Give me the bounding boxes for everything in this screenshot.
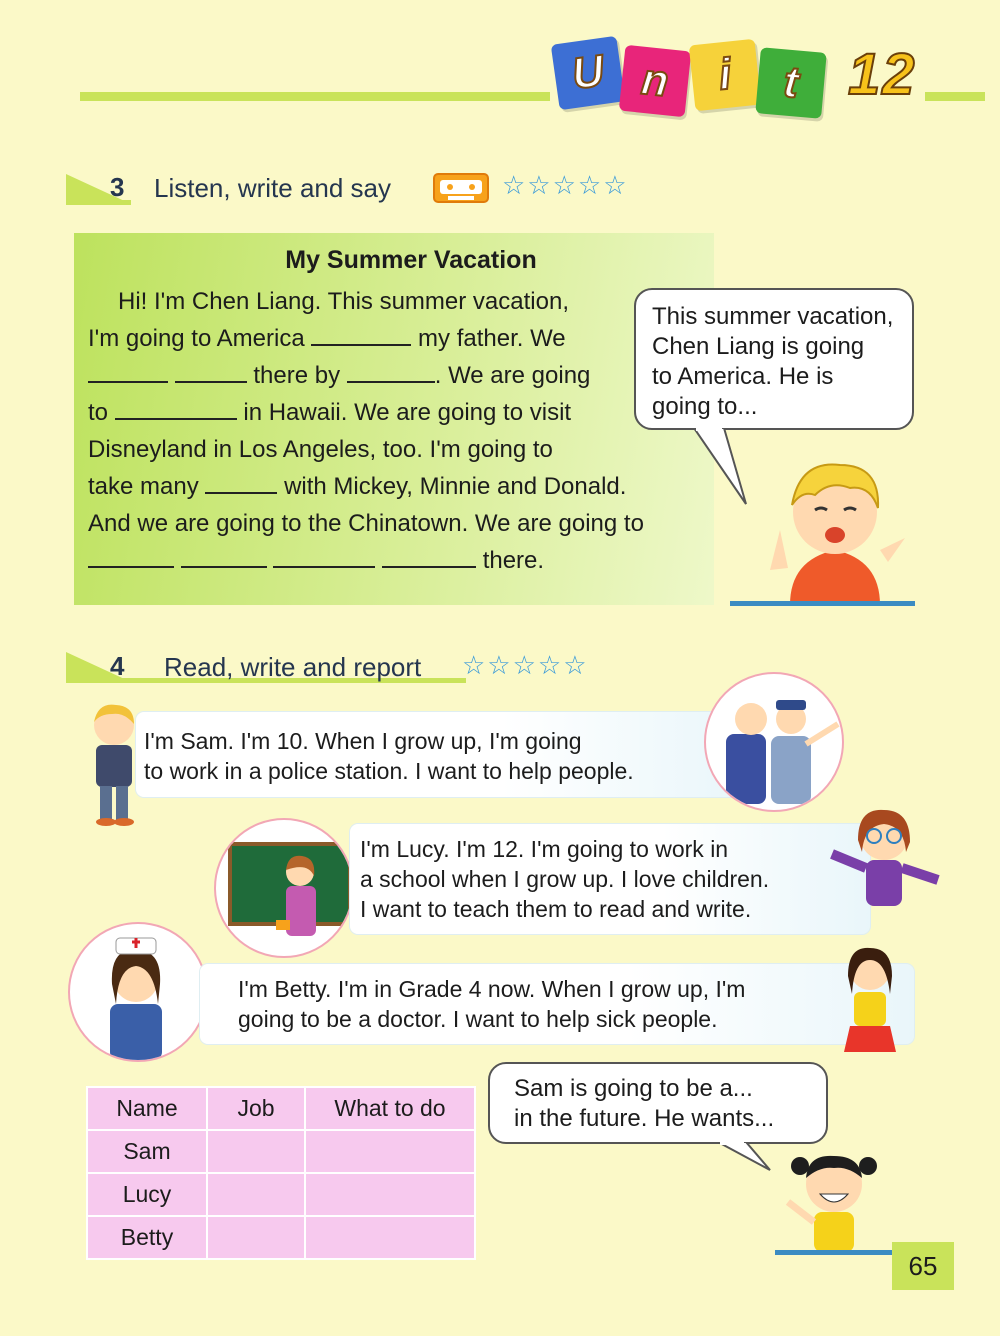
table-row bbox=[87, 1216, 475, 1259]
report-bubble-tail bbox=[716, 1142, 776, 1172]
unit-tile-n: n bbox=[619, 45, 692, 118]
report-table bbox=[86, 1086, 476, 1260]
table-header-name: Name bbox=[87, 1087, 207, 1130]
sam-line: I'm Sam. I'm 10. When I grow up, I'm going bbox=[144, 728, 582, 754]
passage-line-5 bbox=[88, 436, 553, 464]
section4-number: 4 bbox=[110, 651, 125, 681]
report-speech-bubble bbox=[488, 1062, 828, 1144]
passage-text: . We are going bbox=[434, 362, 591, 389]
table-header-row bbox=[87, 1087, 475, 1130]
section3-title: Listen, write and say bbox=[154, 173, 392, 203]
passage-text: Disneyland in Los Angeles, too. I'm going to bbox=[88, 436, 553, 463]
unit-tile-t: t bbox=[755, 47, 827, 119]
blank[interactable] bbox=[205, 492, 277, 494]
passage-line-7 bbox=[88, 510, 644, 538]
passage-line-4 bbox=[88, 399, 571, 427]
table-cell-job[interactable] bbox=[207, 1130, 305, 1173]
passage-text: take many bbox=[88, 473, 199, 500]
passage-line-8 bbox=[88, 547, 544, 575]
unit-tile-i: i bbox=[689, 39, 762, 112]
nurse-doctor-image bbox=[68, 922, 208, 1062]
police-helping-image bbox=[704, 672, 844, 812]
blank[interactable] bbox=[181, 566, 267, 568]
table-cell-name: Betty bbox=[87, 1216, 207, 1259]
section4-title: Read, write and report bbox=[164, 652, 422, 682]
passage-text: there. bbox=[482, 547, 545, 574]
table-cell-job[interactable] bbox=[207, 1173, 305, 1216]
table-cell-job[interactable] bbox=[207, 1216, 305, 1259]
passage-text: And we are going to the Chinatown. We are going to bbox=[88, 510, 644, 537]
blank[interactable] bbox=[273, 566, 375, 568]
blank[interactable] bbox=[115, 418, 237, 420]
bubble-line: This summer vacation, bbox=[652, 303, 894, 330]
unit-tile-u: U bbox=[551, 36, 626, 111]
cassette-tape-icon bbox=[432, 172, 490, 209]
passage-text: Hi! I'm Chen Liang. This summer vacation, bbox=[118, 288, 569, 315]
betty-girl-image bbox=[834, 940, 904, 1061]
table-cell-what[interactable] bbox=[305, 1216, 475, 1259]
section3-number: 3 bbox=[110, 172, 125, 202]
lucy-line: a school when I grow up. I love children. bbox=[360, 866, 770, 892]
betty-line: going to be a doctor. I want to help sick people. bbox=[238, 1006, 718, 1032]
blank[interactable] bbox=[382, 566, 476, 568]
header-rule bbox=[80, 92, 550, 101]
table-row bbox=[87, 1130, 475, 1173]
table-cell-name: Sam bbox=[87, 1130, 207, 1173]
lucy-line: I want to teach them to read and write. bbox=[360, 896, 752, 922]
passage-text: my father. We bbox=[418, 325, 566, 352]
bubble-line: to America. He is bbox=[652, 363, 834, 390]
table-header-job: Job bbox=[207, 1087, 305, 1130]
lucy-girl-image bbox=[824, 796, 944, 921]
blank[interactable] bbox=[88, 381, 168, 383]
passage-text: in Hawaii. We are going to visit bbox=[243, 399, 572, 426]
passage-text: with Mickey, Minnie and Donald. bbox=[284, 473, 627, 500]
teacher-classroom-image bbox=[214, 818, 354, 958]
table-header-what: What to do bbox=[305, 1087, 475, 1130]
speech-bubble-chen bbox=[634, 288, 914, 430]
passage-text: there by bbox=[253, 362, 341, 389]
lucy-speech bbox=[350, 824, 870, 934]
bubble-line: in the future. He wants... bbox=[514, 1105, 775, 1132]
page-number: 65 bbox=[892, 1242, 954, 1290]
unit-number: 12 bbox=[848, 42, 917, 107]
passage-text: to bbox=[88, 399, 109, 426]
chen-liang-boy-image bbox=[760, 450, 910, 610]
passage-title: My Summer Vacation bbox=[285, 246, 537, 274]
sam-line: to work in a police station. I want to help people. bbox=[144, 758, 634, 784]
blank[interactable] bbox=[175, 381, 247, 383]
bubble-line: going to... bbox=[652, 393, 758, 420]
passage-line-6 bbox=[88, 473, 626, 501]
bubble-line: Chen Liang is going bbox=[652, 333, 865, 360]
table-cell-name: Lucy bbox=[87, 1173, 207, 1216]
section4-stars: ☆☆☆☆☆ bbox=[462, 650, 589, 680]
passage-text: I'm going to America bbox=[88, 325, 305, 352]
header-rule-right bbox=[925, 92, 985, 101]
blank[interactable] bbox=[311, 344, 411, 346]
table-row bbox=[87, 1173, 475, 1216]
sam-speech bbox=[136, 712, 746, 797]
report-baseline bbox=[775, 1250, 895, 1255]
passage-line-1 bbox=[118, 288, 569, 316]
table-cell-what[interactable] bbox=[305, 1173, 475, 1216]
passage-line-3 bbox=[88, 362, 590, 390]
chen-baseline bbox=[730, 601, 915, 606]
reporting-girl-image bbox=[778, 1144, 888, 1259]
blank[interactable] bbox=[88, 566, 174, 568]
passage-line-2 bbox=[88, 325, 566, 353]
blank[interactable] bbox=[347, 381, 435, 383]
bubble-line: Sam is going to be a... bbox=[514, 1075, 753, 1102]
table-cell-what[interactable] bbox=[305, 1130, 475, 1173]
section3-stars: ☆☆☆☆☆ bbox=[502, 170, 629, 200]
betty-line: I'm Betty. I'm in Grade 4 now. When I grow up, I'm bbox=[238, 976, 746, 1002]
lucy-line: I'm Lucy. I'm 12. I'm going to work in bbox=[360, 836, 729, 862]
betty-speech bbox=[200, 964, 914, 1044]
bubble-tail bbox=[690, 428, 760, 508]
